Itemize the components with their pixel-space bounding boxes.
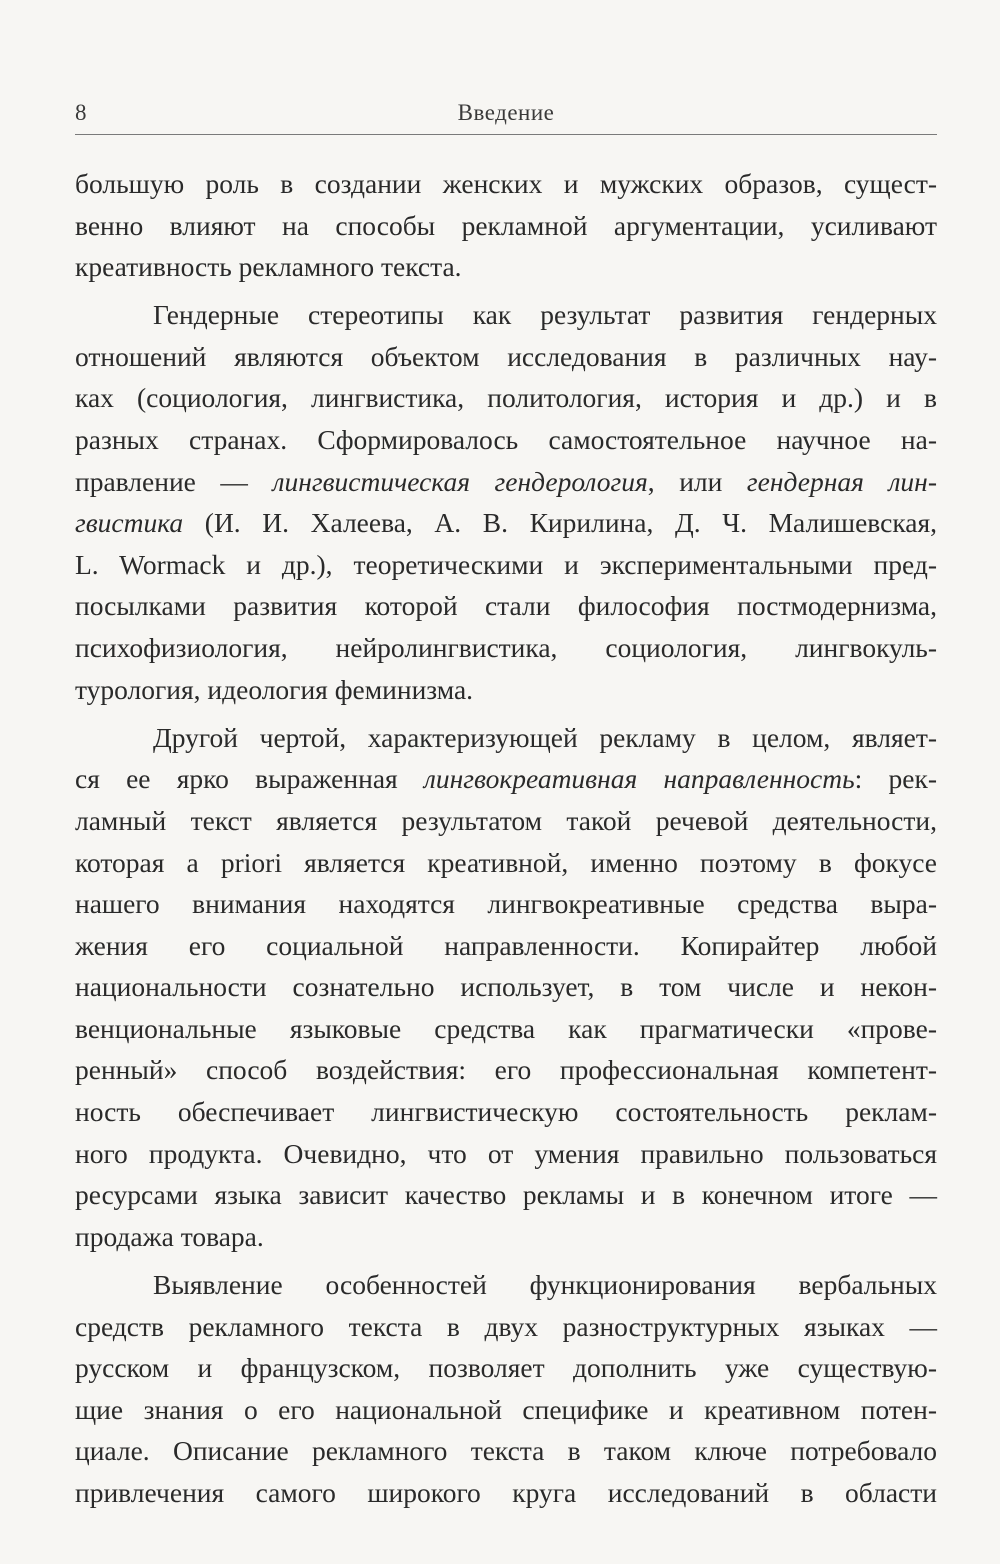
text-line (75, 294, 937, 336)
text-line (75, 883, 937, 925)
text-run: средств рекламного текста в двух разноструктурных языках — (75, 1310, 937, 1342)
text-line (75, 163, 937, 205)
text-run: большую роль в создании женских и мужских образов, сущест- (75, 168, 937, 199)
paragraph (75, 1264, 937, 1514)
text-run: правление — (75, 465, 273, 497)
italic-term: лингвистическая гендерология (272, 465, 648, 497)
text-run: L. Wormack и др.), теоретическими и экспериментальными пред- (75, 548, 937, 580)
text-run: креативность рекламного текста. (75, 251, 462, 283)
text-line (75, 1430, 937, 1472)
text-line (75, 1347, 937, 1389)
text-run: продажа товара. (75, 1220, 264, 1252)
text-line (75, 1472, 937, 1514)
text-line (75, 800, 937, 842)
text-run: ламный текст является результатом такой речевой деятельности, (75, 804, 937, 836)
text-run: (И. И. Халеева, А. В. Кирилина, Д. Ч. Малишевская, (183, 507, 937, 539)
text-run: Гендерные стереотипы как результат развития гендерных (153, 299, 937, 331)
text-line (75, 842, 937, 884)
text-line (75, 502, 937, 544)
text-line (75, 1216, 937, 1258)
text-line (75, 1091, 937, 1133)
paragraph (75, 163, 937, 288)
text-line (75, 1389, 937, 1431)
text-line (75, 544, 937, 586)
text-line (75, 925, 937, 967)
text-run: привлечения самого широкого круга исследований в области (75, 1476, 937, 1508)
text-run: ренный» способ воздействия: его профессиональная компетент- (75, 1054, 937, 1086)
text-line (75, 336, 937, 378)
paragraph (75, 294, 937, 710)
text-run: Выявление особенностей функционирования вербальных (153, 1268, 937, 1300)
text-run: ся ее ярко выраженная (75, 763, 424, 795)
text-run: разных странах. Сформировалось самостоятельное научное на- (75, 424, 937, 456)
text-line (75, 1049, 937, 1091)
italic-term: лингвокреативная направленность (423, 763, 855, 795)
paragraph (75, 717, 937, 1258)
text-line (75, 246, 937, 288)
text-run: ного продукта. Очевидно, что от умения правильно пользоваться (75, 1137, 937, 1169)
text-run: венциональные языковые средства как прагматически «прове- (75, 1012, 937, 1044)
running-head: Введение (457, 100, 555, 125)
text-line (75, 461, 937, 503)
text-run: : рек- (854, 763, 937, 795)
text-run: турология, идеология феминизма. (75, 673, 474, 705)
text-line (75, 627, 937, 669)
text-run: венно влияют на способы рекламной аргументации, усиливают (75, 209, 937, 241)
text-run: , или (647, 465, 747, 497)
text-line (75, 205, 937, 247)
italic-term: гвистика (75, 507, 184, 539)
text-line (75, 1133, 937, 1175)
text-line (75, 966, 937, 1008)
text-run: психофизиология, нейролингвистика, социология, лингвокуль- (75, 632, 937, 664)
text-run: ресурсами языка зависит качество рекламы и в конечном итоге — (75, 1179, 937, 1211)
text-run: нашего внимания находятся лингвокреативные средства выра- (75, 888, 937, 920)
text-line (75, 1174, 937, 1216)
text-run: циале. Описание рекламного текста в таком ключе потребовало (75, 1435, 937, 1467)
text-run: русском и французском, позволяет дополнить уже существую- (75, 1352, 937, 1384)
text-line (75, 1264, 937, 1306)
text-line (75, 419, 937, 461)
header-rule (75, 134, 937, 135)
text-run: жения его социальной направленности. Копирайтер любой (75, 929, 937, 961)
text-run: ность обеспечивает лингвистическую состоятельность реклам- (75, 1096, 937, 1128)
text-line (75, 717, 937, 759)
text-line (75, 1306, 937, 1348)
text-run: которая a priori является креативной, именно поэтому в фокусе (75, 846, 937, 878)
text-run: посылками развития которой стали философия постмодернизма, (75, 590, 937, 622)
page-number: 8 (75, 100, 87, 125)
page-header (75, 98, 937, 134)
text-line (75, 758, 937, 800)
body-text (75, 163, 937, 1514)
text-run: национальности сознательно использует, в том числе и некон- (75, 971, 937, 1003)
text-run: ках (социология, лингвистика, политология, история и др.) и в (75, 382, 937, 414)
text-line (75, 1008, 937, 1050)
text-run: щие знания о его национальной специфике и креативном потен- (75, 1393, 937, 1425)
text-run: Другой чертой, характеризующей рекламу в целом, являет- (153, 721, 937, 753)
italic-term: гендерная лин- (746, 465, 937, 497)
text-run: отношений являются объектом исследования в различных нау- (75, 340, 937, 372)
text-line (75, 585, 937, 627)
text-line (75, 669, 937, 711)
text-line (75, 377, 937, 419)
